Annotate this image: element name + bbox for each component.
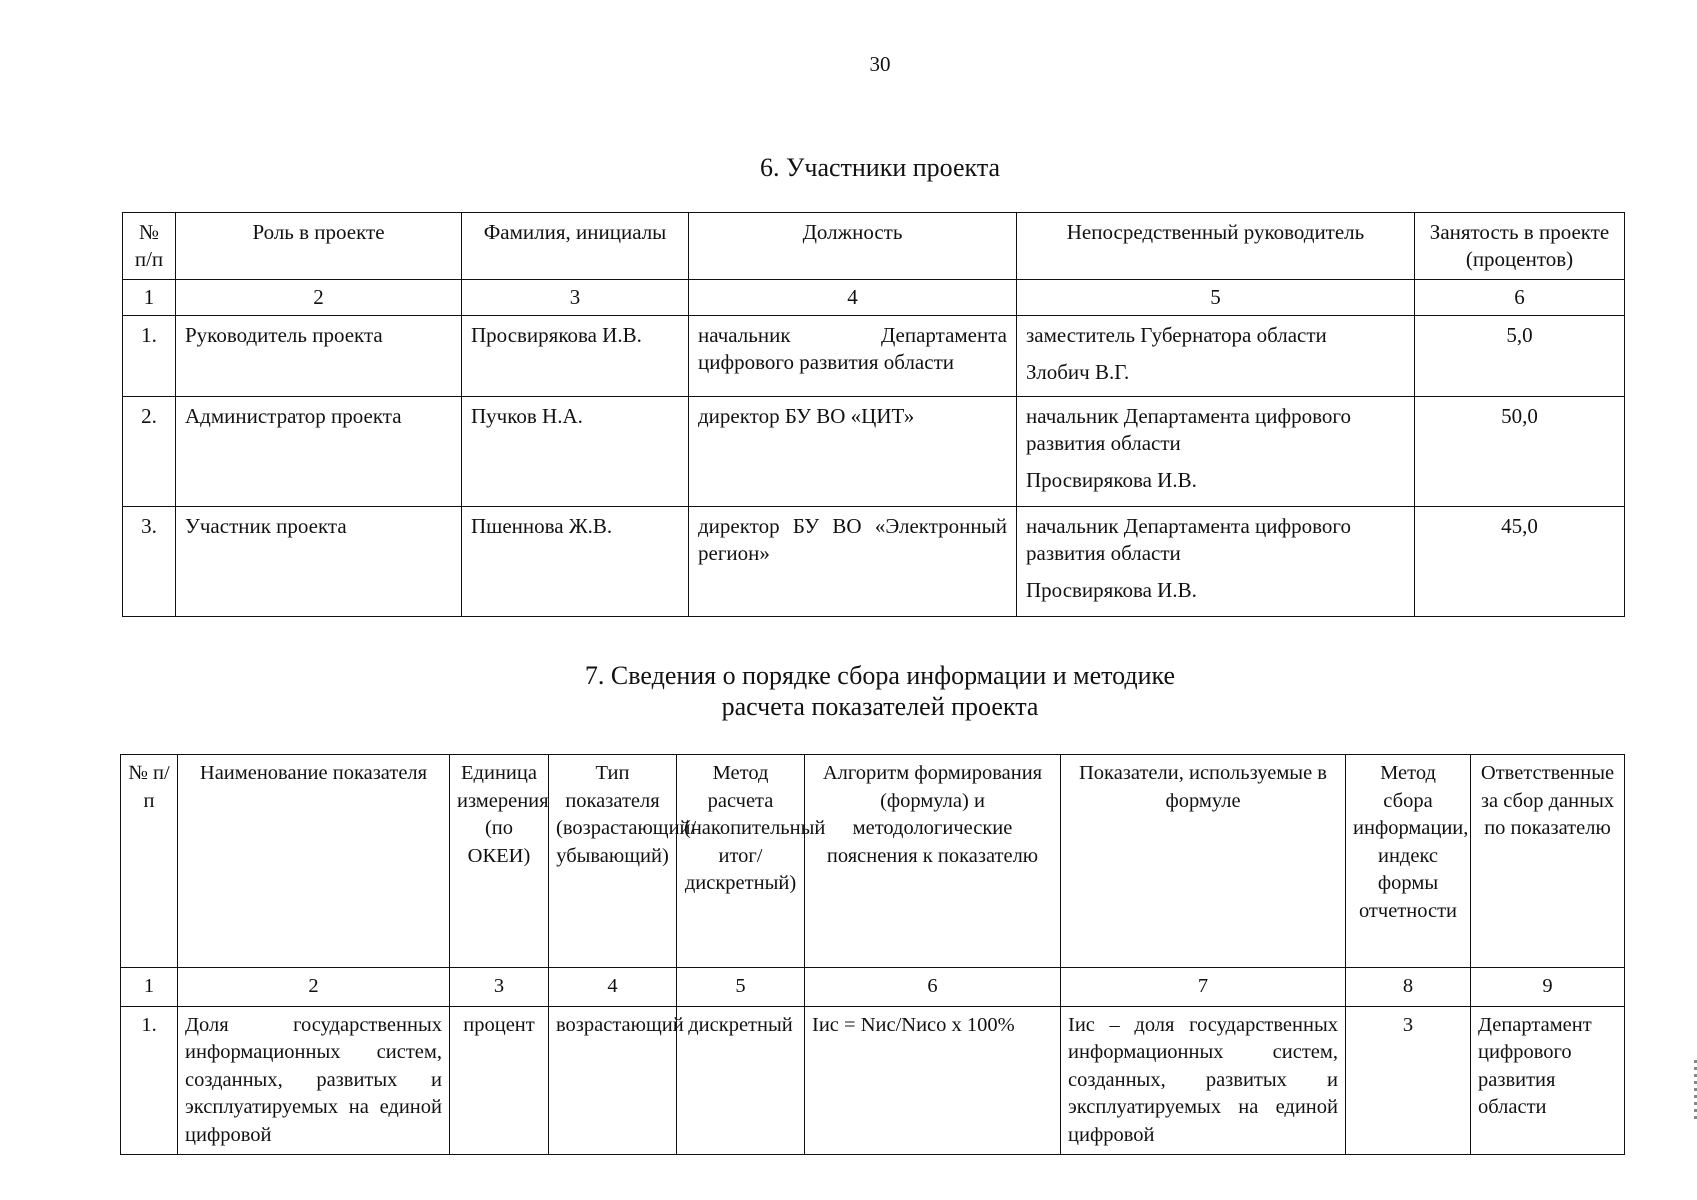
column-number-row <box>121 968 1625 1007</box>
header-cell: Единица измерения (по ОКЕИ) <box>450 755 549 968</box>
role-cell: Руководитель проекта <box>176 316 462 397</box>
header-cell: Роль в проекте <box>176 213 462 280</box>
header-cell: Ответственные за сбор данных по показателю <box>1471 755 1625 968</box>
indicators-methodology-table <box>120 754 1625 1155</box>
column-number: 2 <box>176 280 462 316</box>
name-cell: Пшеннова Ж.В. <box>462 507 689 617</box>
column-number: 4 <box>549 968 677 1007</box>
formula-cell: Iис = Nис/Nисо x 100% <box>805 1006 1061 1155</box>
responsible-cell: Департамент цифрового развития области <box>1471 1006 1625 1155</box>
column-number: 1 <box>121 968 178 1007</box>
column-number: 6 <box>1415 280 1625 316</box>
manager-title: начальник Департамента цифрового развития области <box>1026 514 1352 565</box>
manager-name: Просвирякова И.В. <box>1026 578 1197 602</box>
row-number: 3. <box>123 507 176 617</box>
position-cell: начальник Департамента цифрового развития области <box>689 316 1017 397</box>
table-row <box>123 507 1625 617</box>
type-cell: возрастающий <box>549 1006 677 1155</box>
header-cell: Метод сбора информации, индекс формы отчетности <box>1346 755 1471 968</box>
load-cell: 45,0 <box>1415 507 1625 617</box>
role-cell: Администратор проекта <box>176 397 462 507</box>
header-cell: Метод расчета (накопительный итог/дискретный) <box>677 755 805 968</box>
header-cell: Должность <box>689 213 1017 280</box>
indicator-name-cell: Доля государственных информационных систем, созданных, развитых и эксплуатируемых на единой цифровой <box>178 1006 450 1155</box>
section-6-title: 6. Участники проекта <box>759 153 1001 182</box>
manager-cell <box>1017 316 1415 397</box>
header-cell: № п/п <box>121 755 178 968</box>
manager-cell <box>1017 507 1415 617</box>
header-cell: Показатели, используемые в формуле <box>1061 755 1346 968</box>
section-7-title-line1: 7. Сведения о порядке сбора информации и методике <box>584 661 1176 690</box>
name-cell: Просвирякова И.В. <box>462 316 689 397</box>
name-cell: Пучков Н.А. <box>462 397 689 507</box>
column-number-row <box>123 280 1625 316</box>
table-header-row <box>123 213 1625 280</box>
header-cell: Непосредственный руководитель <box>1017 213 1415 280</box>
manager-cell <box>1017 397 1415 507</box>
manager-title: начальник Департамента цифрового развития области <box>1026 404 1352 455</box>
row-number: 1. <box>123 316 176 397</box>
column-number: 2 <box>178 968 450 1007</box>
column-number: 3 <box>450 968 549 1007</box>
position-cell: директор БУ ВО «ЦИТ» <box>689 397 1017 507</box>
header-cell: Занятость в проекте (процентов) <box>1415 213 1625 280</box>
column-number: 1 <box>123 280 176 316</box>
header-cell: Тип показателя (возрастающий/ убывающий) <box>549 755 677 968</box>
load-cell: 50,0 <box>1415 397 1625 507</box>
header-cell: № п/п <box>123 213 176 280</box>
indicators-cell: Iис – доля государственных информационных систем, созданных, развитых и эксплуатируемых на единой цифровой <box>1061 1006 1346 1155</box>
column-number: 5 <box>677 968 805 1007</box>
load-cell: 5,0 <box>1415 316 1625 397</box>
header-cell: Фамилия, инициалы <box>462 213 689 280</box>
column-number: 4 <box>689 280 1017 316</box>
row-number: 1. <box>121 1006 178 1155</box>
page-number: 30 <box>869 52 891 76</box>
manager-name: Злобич В.Г. <box>1026 360 1130 384</box>
column-number: 9 <box>1471 968 1625 1007</box>
participants-table <box>122 212 1625 617</box>
collection-method-cell: 3 <box>1346 1006 1471 1155</box>
row-number: 2. <box>123 397 176 507</box>
column-number: 6 <box>805 968 1061 1007</box>
table-row <box>123 397 1625 507</box>
section-7-title-line2: расчета показателей проекта <box>721 692 1039 721</box>
unit-cell: процент <box>450 1006 549 1155</box>
manager-title: заместитель Губернатора области <box>1026 323 1327 347</box>
position-cell: директор БУ ВО «Электронный регион» <box>689 507 1017 617</box>
header-cell: Наименование показателя <box>178 755 450 968</box>
role-cell: Участник проекта <box>176 507 462 617</box>
header-cell: Алгоритм формирования (формула) и методологические пояснения к показателю <box>805 755 1061 968</box>
column-number: 3 <box>462 280 689 316</box>
column-number: 5 <box>1017 280 1415 316</box>
table-row <box>123 316 1625 397</box>
table-row <box>121 1006 1625 1155</box>
column-number: 8 <box>1346 968 1471 1007</box>
column-number: 7 <box>1061 968 1346 1007</box>
manager-name: Просвирякова И.В. <box>1026 468 1197 492</box>
method-cell: дискретный <box>677 1006 805 1155</box>
section-7-title <box>0 660 1697 722</box>
table-header-row <box>121 755 1625 968</box>
